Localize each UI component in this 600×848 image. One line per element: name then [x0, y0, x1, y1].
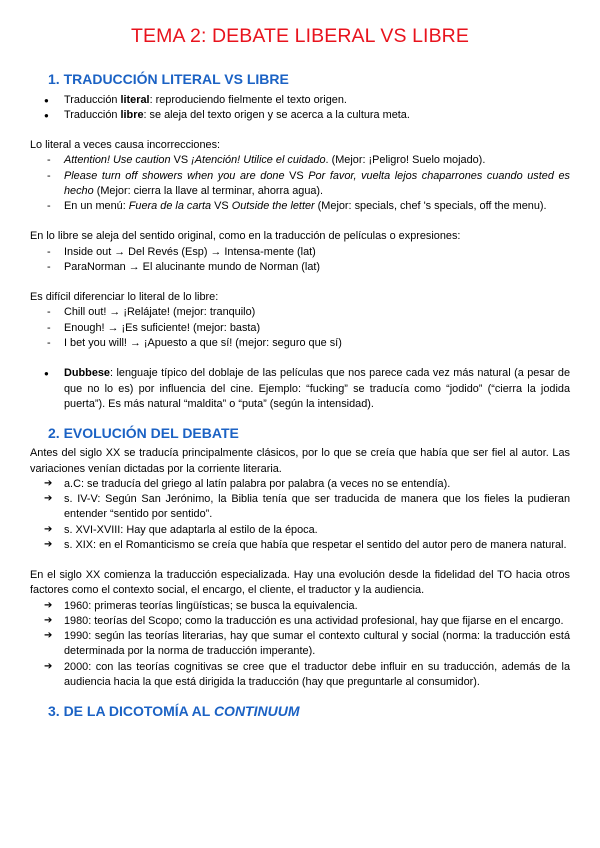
difficult-examples-list [30, 305, 570, 351]
list-item: - I bet you will! → ¡Apuesto a que sí! (mejor: seguro que sí) [30, 336, 570, 351]
section-2-heading: 2. EVOLUCIÓN DEL DEBATE [48, 425, 239, 442]
list-item: - Attention! Use caution VS ¡Atención! Utilice el cuidado. (Mejor: ¡Peligro! Suelo mojado). [30, 153, 570, 168]
section-3-heading: 3. DE LA DICOTOMÍA AL CONTINUUM [48, 703, 300, 720]
paragraph: Antes del siglo XX se traducía principalmente clásicos, por lo que se creía que había que ser fiel al autor. Las variaciones venían dictadas por la corriente literaria. [30, 447, 570, 475]
list-item: - Chill out! → ¡Relájate! (mejor: tranquilo) [30, 305, 570, 320]
free-examples-list [30, 245, 570, 276]
list-item: ➔ 2000: con las teorías cognitivas se cree que el traductor debe influir en su traducción, además de la audiencia hacia la que está dirigida la traducción (hay que preguntarle al consumidor). [30, 660, 570, 691]
paragraph: En el siglo XX comienza la traducción especializada. Hay una evolución desde la fidelidad del TO hacia otros factores como el contexto social, el encargo, el cliente, el traductor y la audiencia. [30, 569, 570, 597]
paragraph: Lo literal a veces causa incorrecciones: [30, 139, 221, 152]
list-item: ➔ s. XIX: en el Romanticismo se creía que había que respetar el sentido del autor pero de manera natural. [30, 538, 570, 553]
list-item: ● Traducción libre: se aleja del texto origen y se acerca a la cultura meta. [30, 108, 570, 123]
list-item: ➔ 1960: primeras teorías lingüísticas; se busca la equivalencia. [30, 599, 570, 614]
list-item: ➔ 1980: teorías del Scopo; como la traducción es una actividad profesional, hay que fijarse en el encargo. [30, 614, 570, 629]
twentieth-century-list [30, 599, 570, 691]
list-item: ➔ s. IV-V: Según San Jerónimo, la Biblia tenía que ser traducida de manera que los fieles la pudieran entender “sentido por sentido”. [30, 492, 570, 523]
history-list [30, 477, 570, 553]
list-item: ● Traducción literal: reproduciendo fielmente el texto origen. [30, 93, 570, 108]
paragraph: En lo libre se aleja del sentido original, como en la traducción de películas o expresiones: [30, 230, 461, 243]
section-1-heading: 1. TRADUCCIÓN LITERAL VS LIBRE [48, 71, 289, 88]
list-item: - En un menú: Fuera de la carta VS Outside the letter (Mejor: specials, chef 's specials, off the menu). [30, 199, 570, 214]
list-item: - ParaNorman → El alucinante mundo de Norman (lat) [30, 260, 570, 275]
page-title: TEMA 2: DEBATE LIBERAL VS LIBRE [131, 25, 469, 47]
list-item: ➔ 1990: según las teorías literarias, hay que sumar el contexto cultural y social (norma: la traducción está determinada por la norma de traducción imperante). [30, 629, 570, 660]
list-item: - Enough! → ¡Es suficiente! (mejor: basta) [30, 321, 570, 336]
list-item: ➔ a.C: se traducía del griego al latín palabra por palabra (a veces no se entendía). [30, 477, 570, 492]
paragraph: Es difícil diferenciar lo literal de lo libre: [30, 291, 219, 304]
list-item: ● Dubbese: lenguaje típico del doblaje de las películas que nos parece cada vez más natural (a pesar de que no lo es) por influencia del cine. Ejemplo: “fucking” se traducía como “jodido” (“cierra la jodida puerta”). Es más natural “maldita” o “puta” (según la intensidad). [30, 366, 570, 412]
dubbese-list [30, 366, 570, 412]
list-item: - Please turn off showers when you are done VS Por favor, vuelta lejos chaparrones cuando usted es hecho (Mejor: cierra la llave al terminar, ahorra agua). [30, 169, 570, 200]
list-item: ➔ s. XVI-XVIII: Hay que adaptarla al estilo de la época. [30, 523, 570, 538]
literal-examples-list [30, 153, 570, 214]
definition-list [30, 93, 570, 124]
list-item: - Inside out → Del Revés (Esp) → Intensa-mente (lat) [30, 245, 570, 260]
